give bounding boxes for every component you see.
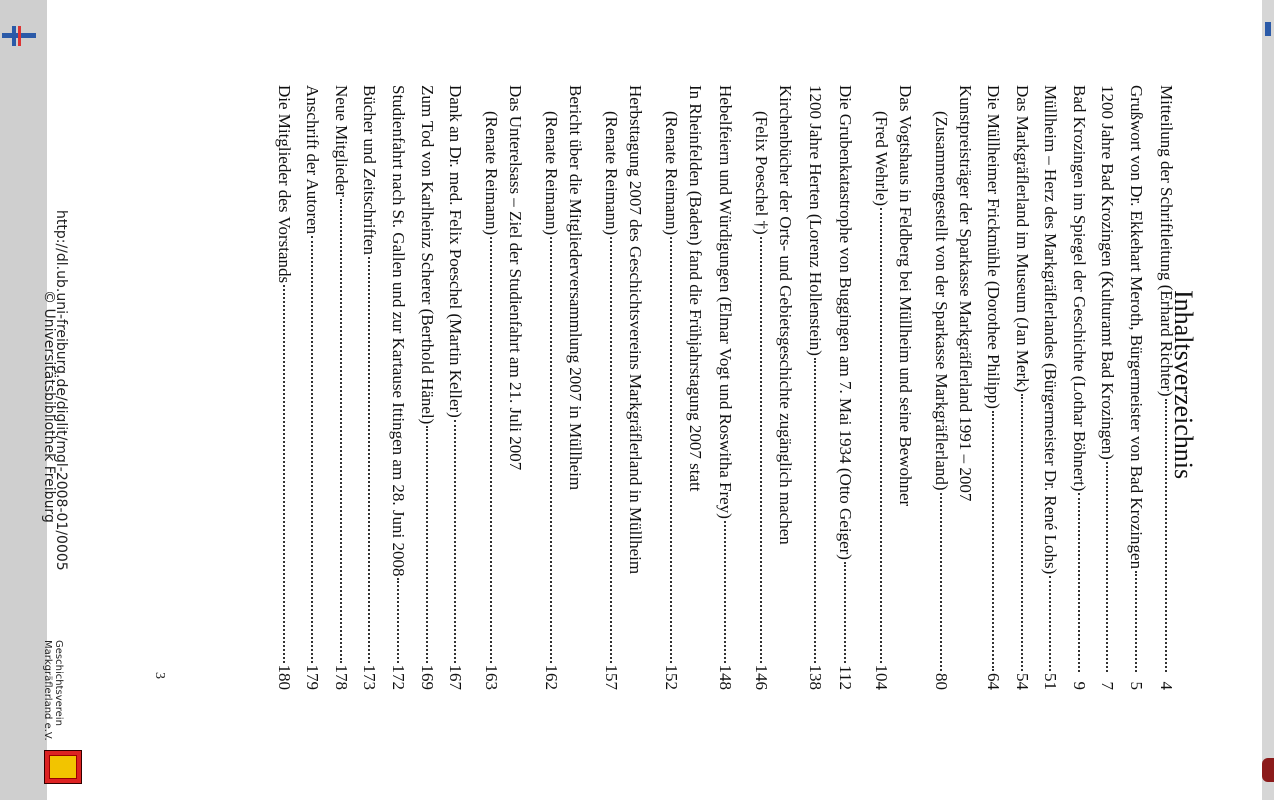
toc-leader-dots — [368, 257, 370, 663]
toc-leader-dots — [1049, 576, 1051, 671]
toc-leader-dots — [844, 562, 846, 663]
toc-entry-title: Zum Tod von Karlheinz Scherer (Berthold Hänel) — [418, 85, 437, 425]
toc-leader-dots — [610, 237, 612, 662]
cross-icon — [2, 26, 36, 46]
toc-leader-dots — [311, 236, 313, 662]
toc-entry-title: Das Vogtshaus in Feldberg bei Müllheim und seine Bewohner — [896, 85, 915, 507]
toc-entry-page: 64 — [984, 673, 1003, 690]
society-name-line: Geschichtsverein — [53, 640, 64, 726]
page-number: 3 — [152, 672, 167, 679]
toc-entry-page: 148 — [716, 664, 735, 690]
toc-entry-title: Kunstpreisträger der Sparkasse Markgräflerland 1991 – 2007 — [956, 85, 975, 502]
toc-entry-author: (Renate Reimann) — [662, 111, 681, 236]
toc-entry-page: 104 — [872, 664, 891, 690]
toc-entry-title: Die Mitglieder des Vorstands — [275, 85, 294, 284]
toc-entry-title: Dank an Dr. med. Felix Poeschel (Martin Keller) — [446, 85, 465, 418]
toc-title: Inhaltsverzeichnis — [1169, 290, 1198, 480]
toc-entry-page: 9 — [1070, 681, 1089, 690]
toc-entry-title: Kirchenbücher der Orts- und Gebietsgeschichte zugänglich machen — [776, 85, 795, 545]
toc-entry-title: Neue Mitglieder — [332, 85, 351, 197]
crest-icon — [44, 750, 82, 784]
toc-entry[interactable] — [300, 85, 324, 690]
toc-entry-title: Bad Krozingen im Spiegel der Geschichte (Lothar Böhnert) — [1070, 85, 1089, 492]
toc-entry-page: 169 — [418, 664, 437, 690]
toc-entry-author: (Renate Reimann) — [482, 111, 501, 236]
toc-entry[interactable] — [833, 85, 857, 690]
toc-entry-page: 54 — [1013, 673, 1032, 690]
right-margin-strip — [1262, 0, 1274, 800]
toc-entry-title: Studienfahrt nach St. Gallen und zur Kartause Ittingen am 28. Juni 2008 — [389, 85, 408, 577]
toc-entry-page: 80 — [932, 673, 951, 690]
toc-entry-title: 1200 Jahre Bad Krozingen (Kulturamt Bad Krozingen) — [1098, 85, 1117, 460]
toc-entry[interactable] — [272, 85, 296, 690]
toc-entry-page: 112 — [836, 665, 855, 690]
toc-entry[interactable] — [869, 85, 917, 690]
toc-leader-dots — [454, 420, 456, 663]
footer-copyright: © Universitätsbibliothek Freiburg — [41, 290, 57, 523]
right-edge-badge — [1262, 758, 1274, 782]
toc-entry[interactable] — [357, 85, 381, 690]
toc-entry-page: 162 — [542, 664, 561, 690]
toc-leader-dots — [1106, 462, 1108, 672]
toc-entry[interactable] — [1154, 85, 1178, 690]
toc-entry-title: Müllheim – Herz des Markgräflerlandes (Bürgermeister Dr. René Lohs) — [1041, 85, 1060, 575]
toc-entry-title: Anschrift der Autoren — [303, 85, 322, 235]
toc-entry-author: (Fred Wehrle) — [872, 111, 891, 207]
toc-entry[interactable] — [713, 85, 737, 690]
toc-entry-title: Mitteilung der Schriftleitung (Erhard Richter) — [1157, 85, 1176, 397]
toc-entry-page: 7 — [1098, 681, 1117, 690]
toc-entry-page: 4 — [1157, 681, 1176, 690]
toc-list — [47, 85, 1262, 690]
toc-leader-dots — [670, 237, 672, 662]
toc-entry-page: 152 — [662, 664, 681, 690]
toc-entry-page: 157 — [602, 664, 621, 690]
left-margin-strip — [0, 0, 47, 800]
toc-entry-page: 146 — [752, 664, 771, 690]
toc-entry-page: 178 — [332, 664, 351, 690]
toc-leader-dots — [1165, 399, 1167, 672]
toc-entry[interactable] — [479, 85, 527, 690]
toc-leader-dots — [1021, 394, 1023, 671]
toc-entry-title: In Rheinfelden (Baden) fand die Frühjahrstagung 2007 statt — [686, 85, 705, 492]
toc-leader-dots — [724, 521, 726, 663]
toc-entry-author: (Renate Reimann) — [602, 111, 621, 236]
toc-leader-dots — [426, 426, 428, 662]
toc-entry-page: 138 — [806, 664, 825, 690]
toc-leader-dots — [1078, 493, 1080, 672]
toc-entry-title: Herbsttagung 2007 des Geschichtsvereins Markgräflerland in Müllheim — [626, 85, 645, 575]
toc-entry-author: (Zusammengestellt von der Sparkasse Markgräflerland) — [932, 111, 951, 491]
toc-entry-title: Das Markgräflerland im Museum (Jan Merk) — [1013, 85, 1032, 393]
toc-entry-page: 163 — [482, 664, 501, 690]
document-page — [41, 0, 1262, 800]
toc-entry[interactable] — [803, 85, 827, 690]
toc-leader-dots — [992, 411, 994, 671]
toc-entry[interactable] — [1067, 85, 1091, 690]
toc-entry[interactable] — [386, 85, 410, 690]
toc-leader-dots — [490, 237, 492, 662]
toc-entry[interactable] — [599, 85, 647, 690]
toc-leader-dots — [760, 237, 762, 663]
toc-leader-dots — [814, 358, 816, 663]
toc-entry-author: (Renate Reimann) — [542, 111, 561, 236]
toc-entry[interactable] — [415, 85, 439, 690]
toc-entry[interactable] — [539, 85, 587, 690]
toc-entry[interactable] — [981, 85, 1005, 690]
toc-entry-page: 167 — [446, 664, 465, 690]
toc-entry[interactable] — [443, 85, 467, 690]
toc-leader-dots — [1135, 571, 1137, 672]
toc-entry-title: Das Unterelsass – Ziel der Studienfahrt am 21. Juli 2007 — [506, 85, 525, 471]
toc-entry-title: Hebelfeiern und Würdigungen (Elmar Vogt und Roswitha Frey) — [716, 85, 735, 519]
toc-entry-title: Die Müllheimer Frickmühle (Dorothee Philipp) — [984, 85, 1003, 409]
toc-leader-dots — [397, 578, 399, 662]
toc-leader-dots — [550, 237, 552, 662]
toc-entry[interactable] — [659, 85, 707, 690]
toc-entry[interactable] — [749, 85, 797, 690]
society-name-line: Markgräflerland e.V. — [42, 640, 53, 741]
toc-entry[interactable] — [329, 85, 353, 690]
toc-entry[interactable] — [1038, 85, 1062, 690]
toc-entry-title: Grußwort von Dr. Ekkehart Meroth, Bürgermeister von Bad Krozingen — [1127, 85, 1146, 570]
toc-entry[interactable] — [1095, 85, 1119, 690]
toc-leader-dots — [940, 493, 942, 671]
toc-entry-title: Bücher und Zeitschriften — [360, 85, 379, 255]
toc-entry-title: Die Grubenkatastrophe von Buggingen am 7. Mai 1934 (Otto Geiger) — [836, 85, 855, 560]
footer-url[interactable]: http://dl.ub.uni-freiburg.de/diglit/mgl-2008-01/0005 — [53, 210, 69, 571]
toc-entry[interactable] — [929, 85, 977, 690]
rotated-page-content — [41, 0, 1262, 800]
toc-entry-page: 173 — [360, 664, 379, 690]
toc-leader-dots — [880, 208, 882, 662]
toc-entry-title: 1200 Jahre Herten (Lorenz Hollenstein) — [806, 85, 825, 356]
toc-leader-dots — [283, 285, 285, 662]
toc-entry-page: 180 — [275, 664, 294, 690]
right-edge-mark — [1265, 22, 1271, 36]
toc-leader-dots — [340, 199, 342, 663]
toc-entry-page: 179 — [303, 664, 322, 690]
toc-entry-page: 51 — [1041, 673, 1060, 690]
toc-entry-page: 5 — [1127, 681, 1146, 690]
toc-entry[interactable] — [1124, 85, 1148, 690]
toc-entry[interactable] — [1010, 85, 1034, 690]
toc-entry-author: (Felix Poeschel †) — [752, 111, 771, 235]
toc-entry-page: 172 — [389, 664, 408, 690]
toc-entry-title: Bericht über die Mitgliederversammlung 2007 in Müllheim — [566, 85, 585, 491]
